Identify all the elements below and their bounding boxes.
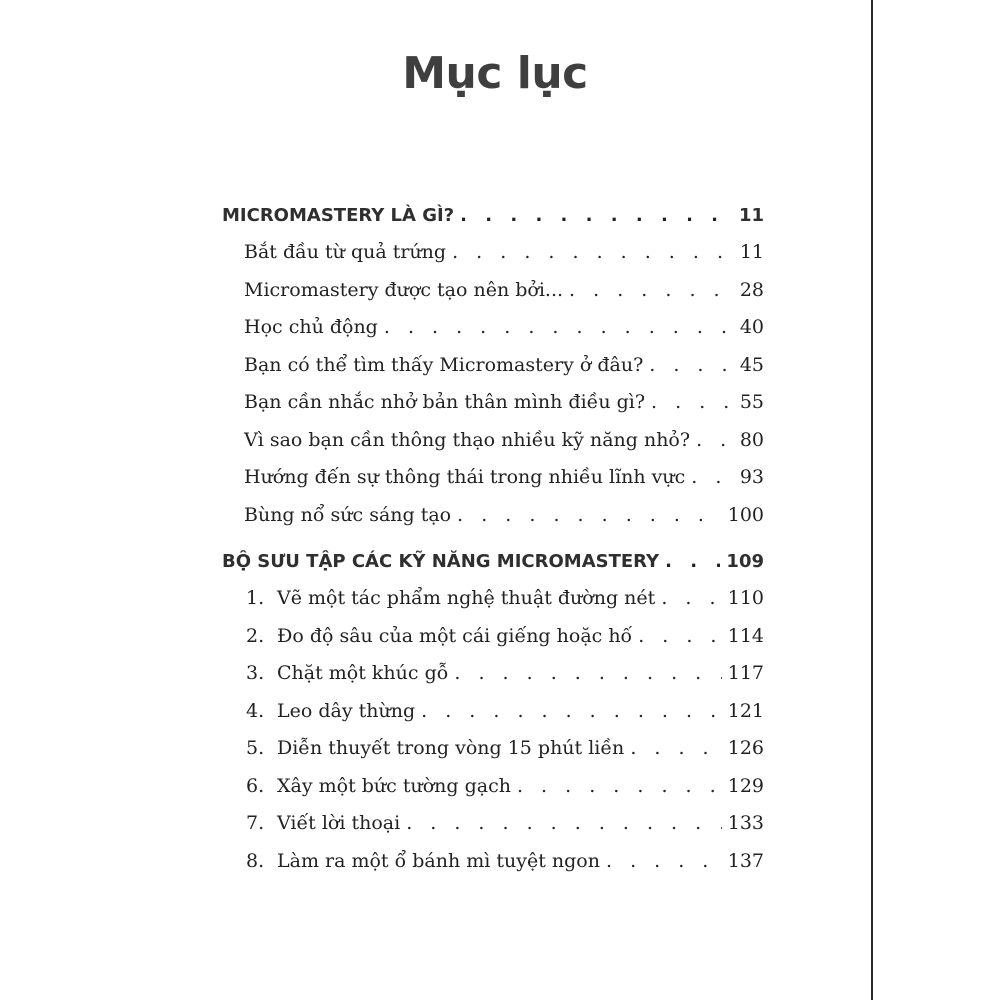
dot-leader: [691, 459, 734, 497]
toc-section-heading[interactable]: [222, 544, 764, 580]
dot-leader: [406, 805, 722, 843]
dot-leader: [569, 272, 734, 310]
entry-title: Viết lời thoại: [277, 812, 401, 834]
entry-page-number: 11: [739, 241, 764, 263]
entry-page-number: 121: [727, 699, 764, 722]
dot-leader: [452, 234, 734, 272]
entry-title: Bùng nổ sức sáng tạo: [244, 503, 452, 526]
dot-leader: [454, 655, 721, 693]
entry-number: 1.: [246, 587, 265, 609]
entry-page-number: 93: [739, 466, 764, 488]
entry-page-number: 129: [727, 774, 764, 797]
entry-page-number: 126: [727, 737, 764, 759]
entry-title: Học chủ động: [244, 316, 378, 338]
toc-entry[interactable]: [222, 234, 764, 272]
toc-entry[interactable]: [222, 730, 764, 768]
entry-title: Xây một bức tường gạch: [277, 774, 511, 797]
toc-entry[interactable]: [222, 347, 764, 385]
entry-title: Đo độ sâu của một cái giếng hoặc hố: [277, 624, 633, 647]
entry-page-number: 55: [739, 391, 764, 413]
entry-number: 3.: [246, 662, 265, 684]
toc-entry[interactable]: [222, 843, 764, 881]
toc-entry[interactable]: [222, 422, 764, 460]
toc-entry[interactable]: [222, 272, 764, 310]
toc-entry[interactable]: [222, 459, 764, 497]
entry-title: Làm ra một ổ bánh mì tuyệt ngon: [277, 849, 600, 872]
entry-title: Vẽ một tác phẩm nghệ thuật đường nét: [277, 587, 656, 609]
entry-title: Bắt đầu từ quả trứng: [244, 241, 447, 263]
entry-page-number: 100: [727, 503, 764, 526]
dot-leader: [661, 580, 721, 618]
toc-section-heading[interactable]: [222, 198, 764, 234]
entry-title: Leo dây thừng: [277, 699, 416, 722]
entry-page-number: 40: [739, 316, 764, 338]
entry-number: 7.: [246, 812, 265, 834]
toc-entry[interactable]: [222, 497, 764, 535]
dot-leader: [460, 198, 733, 234]
entry-number: 6.: [246, 774, 265, 797]
entry-title: Vì sao bạn cần thông thạo nhiều kỹ năng nhỏ?: [244, 428, 691, 451]
page-edge-divider: [871, 0, 873, 1000]
dot-leader: [638, 618, 722, 656]
entry-page-number: 137: [727, 849, 764, 872]
page-title: Mục lục: [402, 48, 588, 99]
dot-leader: [606, 843, 722, 881]
entry-page-number: 114: [727, 624, 764, 647]
toc-entry[interactable]: [222, 655, 764, 693]
dot-leader: [651, 384, 734, 422]
dot-leader: [421, 693, 722, 731]
section-title: BỘ SƯU TẬP CÁC KỸ NĂNG MICROMASTERY: [222, 551, 660, 572]
entry-title: Hướng đến sự thông thái trong nhiều lĩnh vực: [244, 466, 686, 488]
section-title: MICROMASTERY LÀ GÌ?: [222, 205, 455, 226]
entry-page-number: 117: [727, 662, 764, 684]
entry-title: Bạn cần nhắc nhở bản thân mình điều gì?: [244, 391, 646, 413]
entry-title: Diễn thuyết trong vòng 15 phút liền: [277, 737, 625, 759]
section-page-number: 11: [738, 205, 764, 226]
entry-page-number: 133: [727, 812, 764, 834]
toc-entry[interactable]: [222, 580, 764, 618]
entry-number: 5.: [246, 737, 265, 759]
entry-number: 8.: [246, 849, 265, 872]
dot-leader: [696, 422, 734, 460]
entry-page-number: 45: [739, 353, 764, 376]
dot-leader: [457, 497, 722, 535]
dot-leader: [649, 347, 734, 385]
toc-entry[interactable]: [222, 805, 764, 843]
toc-entry[interactable]: [222, 309, 764, 347]
toc-entry[interactable]: [222, 384, 764, 422]
dot-leader: [384, 309, 734, 347]
dot-leader: [665, 544, 720, 580]
entry-page-number: 110: [727, 587, 764, 609]
entry-title: Bạn có thể tìm thấy Micromastery ở đâu?: [244, 353, 644, 376]
section-page-number: 109: [726, 551, 764, 572]
table-of-contents: [222, 198, 764, 880]
entry-page-number: 80: [739, 428, 764, 451]
entry-page-number: 28: [739, 278, 764, 301]
toc-entry[interactable]: [222, 768, 764, 806]
dot-leader: [517, 768, 722, 806]
dot-leader: [630, 730, 721, 768]
toc-entry[interactable]: [222, 618, 764, 656]
entry-title: Micromastery được tạo nên bởi...: [244, 278, 564, 301]
entry-number: 2.: [246, 624, 265, 647]
entry-number: 4.: [246, 699, 265, 722]
toc-entry[interactable]: [222, 693, 764, 731]
entry-title: Chặt một khúc gỗ: [277, 662, 449, 684]
